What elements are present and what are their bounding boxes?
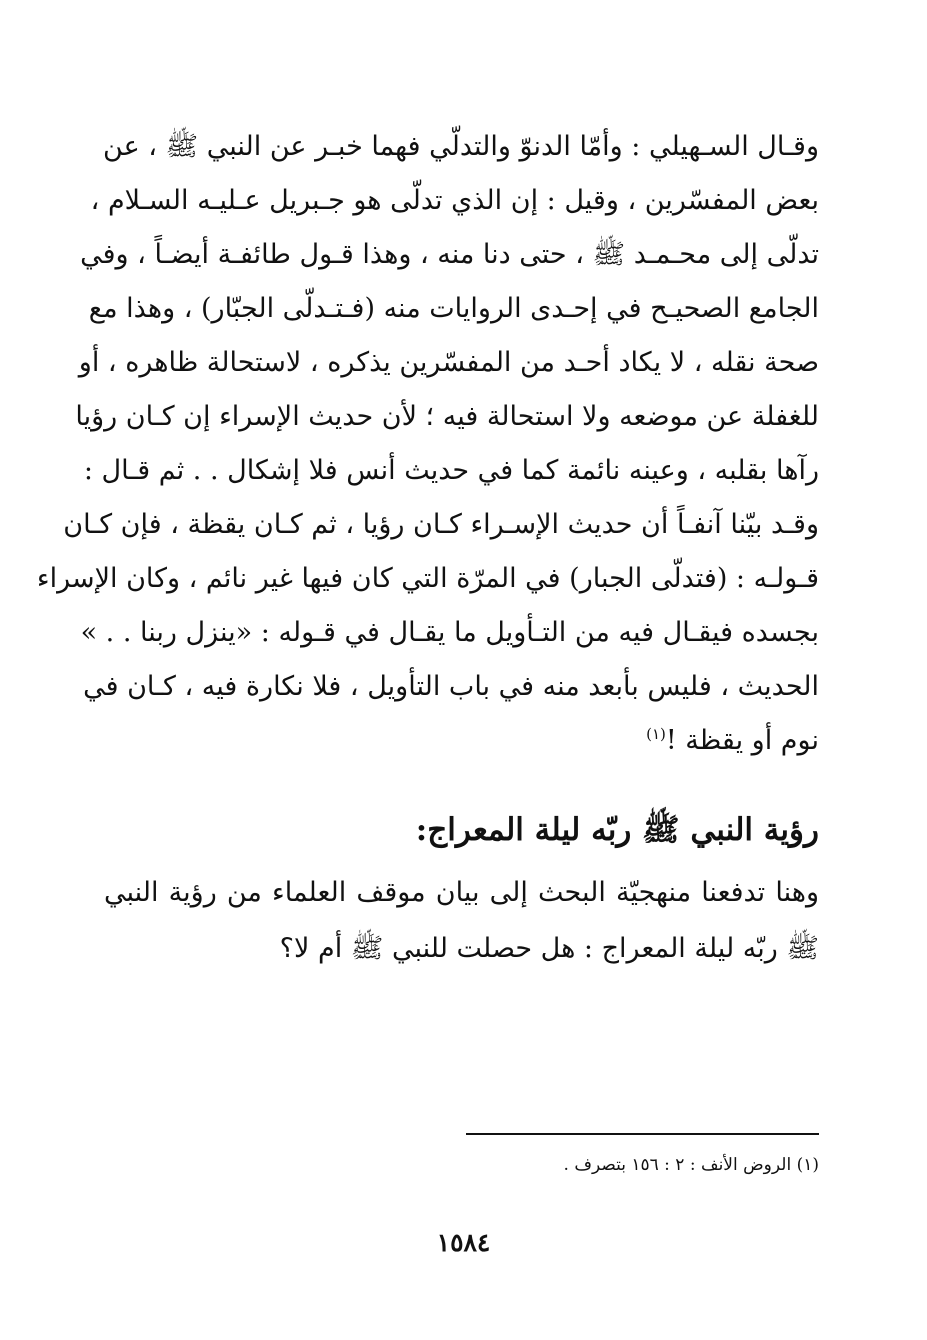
body-line-4: الجامع الصحيـح في إحـدى الروايات منه (فـتـدلّى الجبّار) ، وهذا مع <box>88 293 819 324</box>
section-heading: رؤية النبي ﷺ ربّه ليلة المعراج: <box>415 812 819 848</box>
body-line-1: وقـال السـهيلي : وأمّا الدنوّ والتدلّي فهما خبـر عن النبي ﷺ ، عن <box>103 131 819 162</box>
body-line-9: قـولـه : (فتدلّى الجبار) في المرّة التي كان فيها غير نائم ، وكان الإسراء <box>36 563 819 594</box>
body-line-2: بعض المفسّرين ، وقيل : إن الذي تدلّى هو جـبريل عـليـه السـلام ، <box>90 185 819 216</box>
footnote-reference-marker[interactable]: (١) <box>646 725 666 743</box>
footnote-divider <box>466 1133 819 1135</box>
body-line-10: بجسده فيقـال فيه من التـأويل ما يقـال في قـوله : «ينزل ربنا . . » <box>80 617 819 648</box>
page-number: ١٥٨٤ <box>436 1228 491 1257</box>
body-line-11: الحديث ، فليس بأبعد منه في باب التأويل ، فلا نكارة فيه ، كـان في <box>83 671 819 702</box>
intro-line-2: ﷺ ربّه ليلة المعراج : هل حصلت للنبي ﷺ أم لا؟ <box>279 933 819 964</box>
intro-paragraph <box>104 865 819 977</box>
body-line-6: للغفلة عن موضعه ولا استحالة فيه ؛ لأن حديث الإسراء إن كـان رؤيا <box>75 401 819 432</box>
body-line-7: رآها بقلبه ، وعينه نائمة كما في حديث أنس فلا إشكال . . ثم قـال : <box>83 455 819 486</box>
body-line-3: تدلّى إلى محـمـد ﷺ ، حتى دنا منه ، وهذا قـول طائفـة أيضـاً ، وفي <box>80 239 819 270</box>
body-paragraph <box>36 120 819 768</box>
body-line-12-text: نوم أو يقظة ! <box>665 725 819 756</box>
body-line-5: صحة نقله ، لا يكاد أحـد من المفسّرين يذكره ، لاستحالة ظاهره ، أو <box>78 347 819 378</box>
body-line-8: وقـد بيّنا آنفـاً أن حديث الإسـراء كـان رؤيا ، ثم كـان يقظة ، فإن كـان <box>63 509 819 540</box>
footnote: (١) الروض الأنف : ٢ : ١٥٦ بتصرف . <box>563 1155 819 1175</box>
intro-line-1: وهنا تدفعنا منهجيّة البحث إلى بيان موقف العلماء من رؤية النبي <box>104 877 819 908</box>
body-line-12 <box>104 714 819 768</box>
